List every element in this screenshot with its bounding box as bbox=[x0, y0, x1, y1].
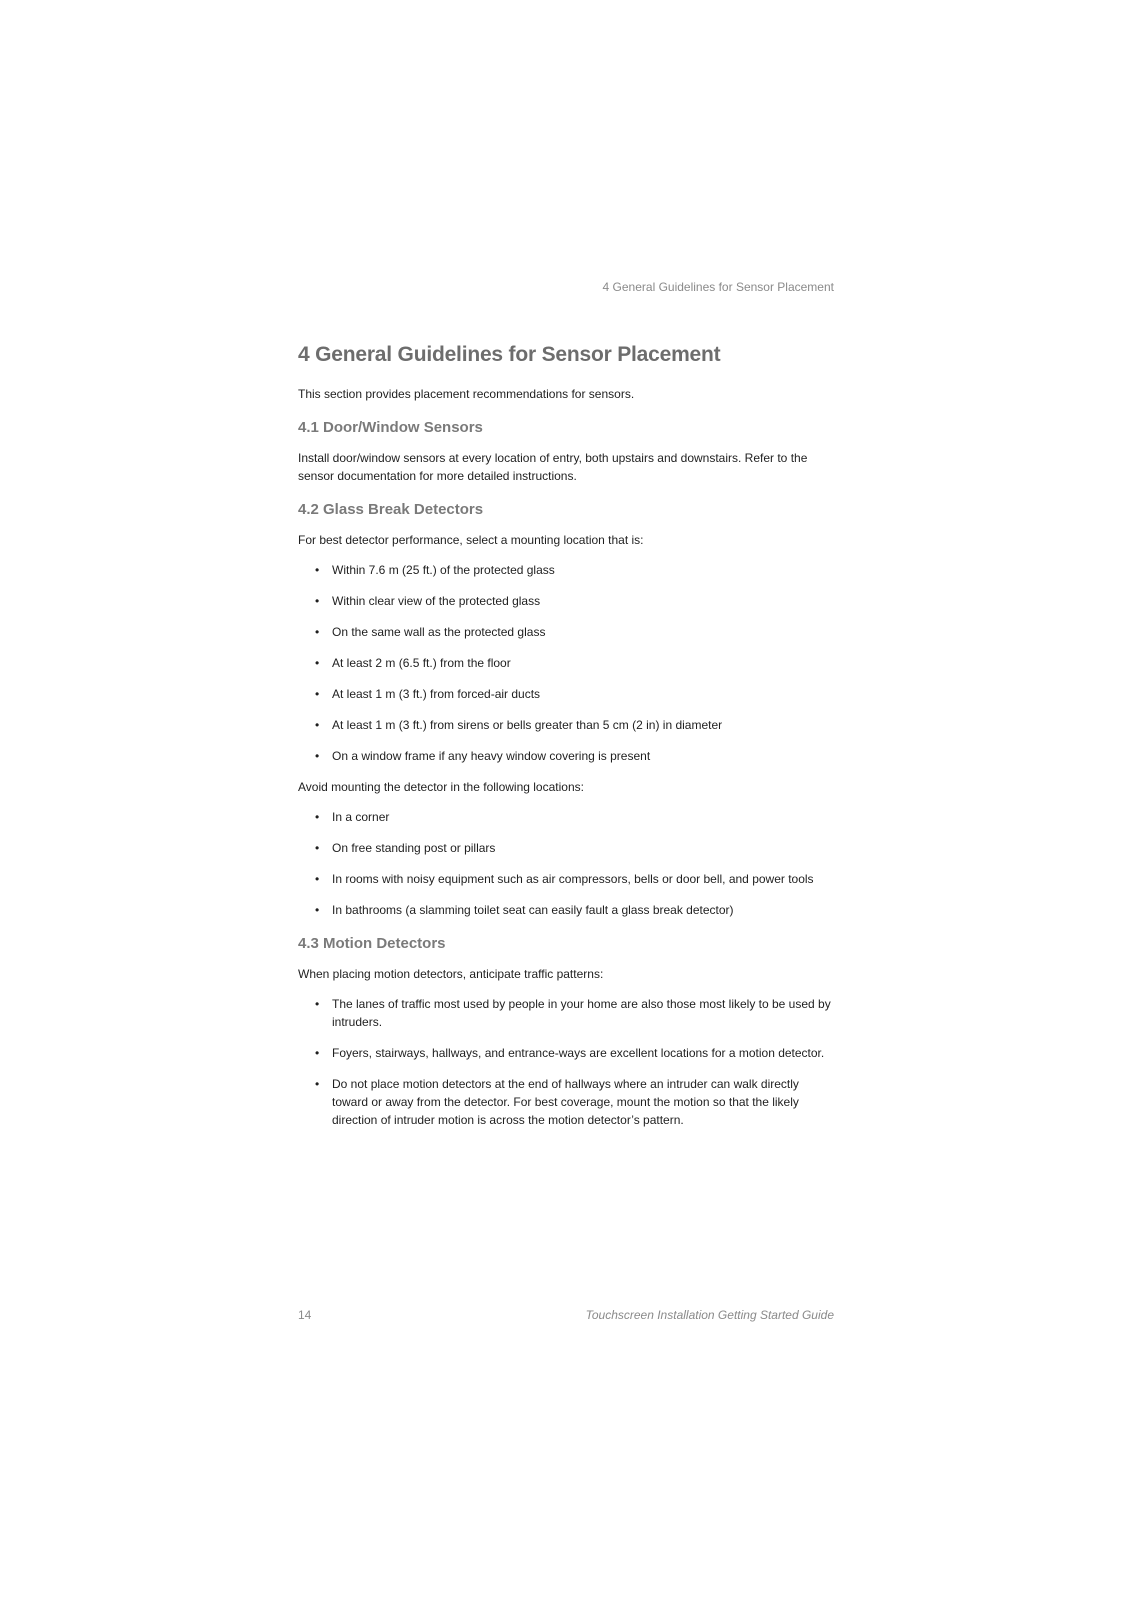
bullet-icon: • bbox=[315, 872, 320, 887]
bullet-icon: • bbox=[315, 563, 320, 578]
list-item bbox=[298, 808, 834, 826]
bullet-icon: • bbox=[315, 1077, 320, 1092]
bullet-icon: • bbox=[315, 718, 320, 733]
page-content bbox=[298, 342, 834, 1142]
bullet-icon: • bbox=[315, 903, 320, 918]
bullet-icon: • bbox=[315, 997, 320, 1012]
section-title-glass-break: 4.2 Glass Break Detectors bbox=[298, 501, 484, 519]
list-item bbox=[298, 716, 834, 734]
bullet-icon: • bbox=[315, 749, 320, 764]
list-item-text: At least 1 m (3 ft.) from forced-air ducts bbox=[332, 687, 541, 702]
list-item-text: Within 7.6 m (25 ft.) of the protected glass bbox=[332, 563, 555, 578]
list-item-text: Within clear view of the protected glass bbox=[332, 594, 541, 609]
section-title-motion: 4.3 Motion Detectors bbox=[298, 935, 446, 953]
list-item bbox=[298, 839, 834, 857]
list-item-text: On the same wall as the protected glass bbox=[332, 625, 546, 640]
list-item bbox=[298, 592, 834, 610]
list-item-text: The lanes of traffic most used by people in your home are also those most likely to be used by intruders. bbox=[332, 997, 831, 1030]
list-item-text: Foyers, stairways, hallways, and entrance-ways are excellent locations for a motion detector. bbox=[332, 1046, 825, 1061]
section-title-door-window: 4.1 Door/Window Sensors bbox=[298, 419, 483, 437]
list-item bbox=[298, 561, 834, 579]
running-header: 4 General Guidelines for Sensor Placement bbox=[602, 280, 834, 294]
list-item-text: At least 2 m (6.5 ft.) from the floor bbox=[332, 656, 511, 671]
list-item bbox=[298, 870, 834, 888]
list-item-text: In bathrooms (a slamming toilet seat can easily fault a glass break detector) bbox=[332, 903, 734, 918]
list-item bbox=[298, 654, 834, 672]
bullet-icon: • bbox=[315, 841, 320, 856]
bullet-icon: • bbox=[315, 594, 320, 609]
list-item bbox=[298, 623, 834, 641]
page-number: 14 bbox=[298, 1308, 312, 1322]
glass-break-recommended-list bbox=[298, 561, 834, 765]
bullet-icon: • bbox=[315, 625, 320, 640]
footer-document-title: Touchscreen Installation Getting Started Guide bbox=[585, 1308, 834, 1322]
list-item bbox=[298, 901, 834, 919]
list-item-text: At least 1 m (3 ft.) from sirens or bells greater than 5 cm (2 in) in diameter bbox=[332, 718, 723, 733]
chapter-intro: This section provides placement recommendations for sensors. bbox=[298, 387, 635, 402]
list-item-text: On a window frame if any heavy window covering is present bbox=[332, 749, 651, 764]
glass-break-avoid-list bbox=[298, 808, 834, 919]
list-item bbox=[298, 1044, 834, 1062]
list-item bbox=[298, 1075, 834, 1129]
section-intro-glass-break: For best detector performance, select a mounting location that is: bbox=[298, 533, 644, 548]
section-intro-motion: When placing motion detectors, anticipate traffic patterns: bbox=[298, 967, 604, 982]
bullet-icon: • bbox=[315, 810, 320, 825]
bullet-icon: • bbox=[315, 687, 320, 702]
section-avoid-intro-glass-break: Avoid mounting the detector in the following locations: bbox=[298, 780, 584, 795]
section-body-door-window: Install door/window sensors at every location of entry, both upstairs and downstairs. Refer to the sensor documentation for more detailed instructions. bbox=[298, 451, 808, 484]
motion-detector-list bbox=[298, 995, 834, 1129]
chapter-title: 4 General Guidelines for Sensor Placement bbox=[298, 343, 721, 366]
bullet-icon: • bbox=[315, 1046, 320, 1061]
list-item-text: On free standing post or pillars bbox=[332, 841, 496, 856]
list-item bbox=[298, 747, 834, 765]
list-item-text: Do not place motion detectors at the end of hallways where an intruder can walk directly toward or away from the detector. For best coverage, mount the motion so that the likely direction of intruder motion is across the motion detector’s pattern. bbox=[332, 1077, 799, 1128]
list-item bbox=[298, 995, 834, 1031]
list-item bbox=[298, 685, 834, 703]
list-item-text: In a corner bbox=[332, 810, 390, 825]
list-item-text: In rooms with noisy equipment such as air compressors, bells or door bell, and power tools bbox=[332, 872, 814, 887]
bullet-icon: • bbox=[315, 656, 320, 671]
